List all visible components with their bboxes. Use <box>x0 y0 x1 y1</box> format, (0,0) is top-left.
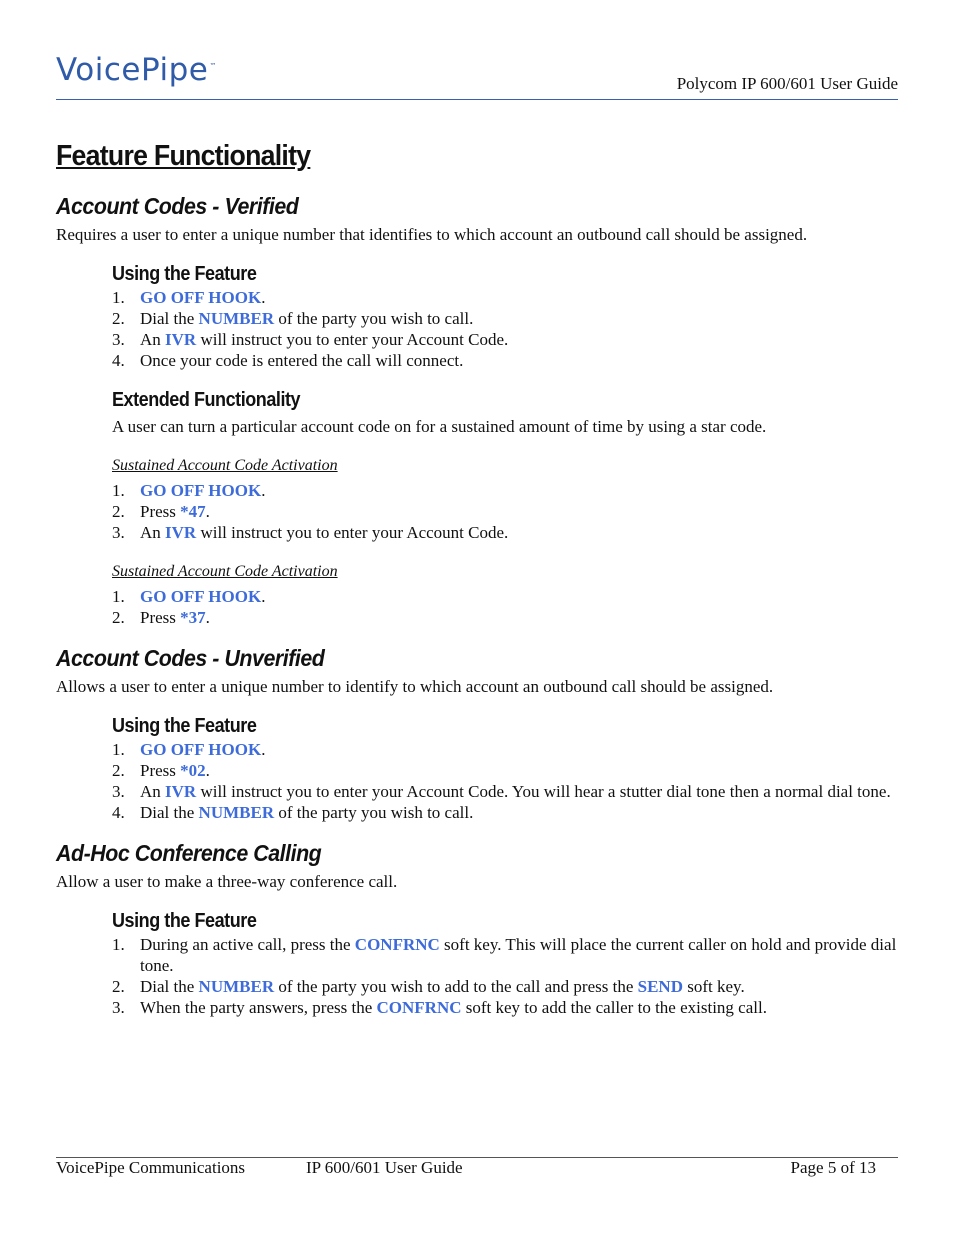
step-number: 2. <box>112 977 125 996</box>
step-key: GO OFF HOOK <box>140 481 262 500</box>
activation-steps-list <box>56 586 898 628</box>
steps-list <box>56 287 898 371</box>
step-number: 3. <box>112 523 125 542</box>
logo-text: VoicePipe <box>56 52 209 88</box>
activation-subheading: Sustained Account Code Activation <box>112 563 338 580</box>
step-text: Press <box>140 608 181 627</box>
step-text: . <box>261 288 266 307</box>
step-text: Dial the <box>140 803 199 822</box>
step-text: soft key. <box>683 977 745 996</box>
step-number: 2. <box>112 502 125 521</box>
step-item <box>112 607 898 628</box>
step-key: CONFRNC <box>354 935 440 954</box>
step-text: will instruct you to enter your Account Code. You will hear a stutter dial tone then a normal dial tone. <box>196 782 891 801</box>
step-key: *47 <box>180 502 206 521</box>
step-text: An <box>140 330 166 349</box>
step-key: *02 <box>180 761 206 780</box>
step-item <box>112 522 898 543</box>
step-key: NUMBER <box>198 977 275 996</box>
step-text: Dial the <box>140 977 199 996</box>
step-number: 3. <box>112 998 125 1017</box>
step-text: . <box>205 761 210 780</box>
step-key: GO OFF HOOK <box>140 288 262 307</box>
step-number: 1. <box>112 740 125 759</box>
step-item <box>112 802 898 823</box>
page-content <box>56 136 898 1018</box>
step-item <box>112 501 898 522</box>
step-item <box>112 934 898 976</box>
step-key: IVR <box>165 782 197 801</box>
using-feature-heading: Using the Feature <box>112 715 257 737</box>
step-number: 4. <box>112 803 125 822</box>
section-heading: Account Codes - Verified <box>56 193 299 219</box>
section-description: Requires a user to enter a unique number that identifies to which account an outbound call should be assigned. <box>56 225 808 244</box>
step-number: 3. <box>112 782 125 801</box>
activation-subheading: Sustained Account Code Activation <box>112 457 338 474</box>
voicepipe-logo <box>56 52 217 88</box>
step-text: Press <box>140 502 181 521</box>
step-text: . <box>205 502 210 521</box>
section-description: Allows a user to enter a unique number to identify to which account an outbound call should be assigned. <box>56 677 774 696</box>
footer-guide-title: IP 600/601 User Guide <box>306 1158 463 1177</box>
section-heading: Account Codes - Unverified <box>56 645 325 671</box>
page-header <box>56 48 898 100</box>
step-text: An <box>140 782 166 801</box>
step-item <box>112 329 898 350</box>
footer-page-number: Page 5 of 13 <box>790 1158 876 1177</box>
step-text: soft key to add the caller to the existing call. <box>461 998 767 1017</box>
step-key: IVR <box>165 330 197 349</box>
step-number: 1. <box>112 288 125 307</box>
step-text: . <box>205 608 210 627</box>
step-text: . <box>261 481 266 500</box>
footer-company: VoicePipe Communications <box>56 1158 246 1177</box>
step-item <box>112 480 898 501</box>
step-number: 2. <box>112 309 125 328</box>
step-text: . <box>261 740 266 759</box>
section-description: Allow a user to make a three-way conference call. <box>56 872 398 891</box>
step-text: When the party answers, press the <box>140 998 377 1017</box>
page-footer <box>56 1157 898 1177</box>
step-text: of the party you wish to add to the call and press the <box>274 977 638 996</box>
step-text: Press <box>140 761 181 780</box>
step-item <box>112 976 898 997</box>
using-feature-heading: Using the Feature <box>112 910 257 932</box>
step-text: of the party you wish to call. <box>274 309 474 328</box>
step-key: NUMBER <box>198 309 275 328</box>
step-number: 2. <box>112 608 125 627</box>
step-key: IVR <box>165 523 197 542</box>
step-text: will instruct you to enter your Account Code. <box>196 523 509 542</box>
step-text: will instruct you to enter your Account Code. <box>196 330 509 349</box>
step-text: During an active call, press the <box>140 935 355 954</box>
activation-steps-list <box>56 480 898 543</box>
step-text: . <box>261 587 266 606</box>
step-item <box>112 781 898 802</box>
step-number: 1. <box>112 587 125 606</box>
section-heading: Ad-Hoc Conference Calling <box>56 840 322 866</box>
step-text: Dial the <box>140 309 199 328</box>
step-item <box>112 586 898 607</box>
step-key: SEND <box>637 977 683 996</box>
using-feature-heading: Using the Feature <box>112 263 257 285</box>
step-number: 3. <box>112 330 125 349</box>
step-text: An <box>140 523 166 542</box>
step-number: 1. <box>112 935 125 954</box>
step-number: 4. <box>112 351 125 370</box>
step-key: *37 <box>180 608 206 627</box>
step-key: GO OFF HOOK <box>140 740 262 759</box>
section-account-codes-unverified <box>56 643 898 823</box>
step-key: CONFRNC <box>376 998 462 1017</box>
page-title: Feature Functionality <box>56 140 311 172</box>
step-key: GO OFF HOOK <box>140 587 262 606</box>
trademark-mark: ™ <box>209 62 217 70</box>
extended-functionality-heading: Extended Functionality <box>112 389 301 411</box>
step-item <box>112 997 898 1018</box>
step-number: 2. <box>112 761 125 780</box>
step-item <box>112 308 898 329</box>
extended-description: A user can turn a particular account code on for a sustained amount of time by using a star code. <box>112 417 767 436</box>
section-account-codes-verified <box>56 191 898 628</box>
step-text: Once your code is entered the call will connect. <box>140 351 464 370</box>
step-item <box>112 739 898 760</box>
document-title: Polycom IP 600/601 User Guide <box>676 74 898 93</box>
step-item <box>112 287 898 308</box>
step-key: NUMBER <box>198 803 275 822</box>
step-text: soft key. This will place the current caller on hold and provide dial tone. <box>140 935 897 975</box>
step-item <box>112 350 898 371</box>
steps-list <box>56 739 898 823</box>
step-number: 1. <box>112 481 125 500</box>
steps-list <box>56 934 898 1018</box>
step-item <box>112 760 898 781</box>
step-text: of the party you wish to call. <box>274 803 474 822</box>
section-ad-hoc-conference <box>56 838 898 1018</box>
